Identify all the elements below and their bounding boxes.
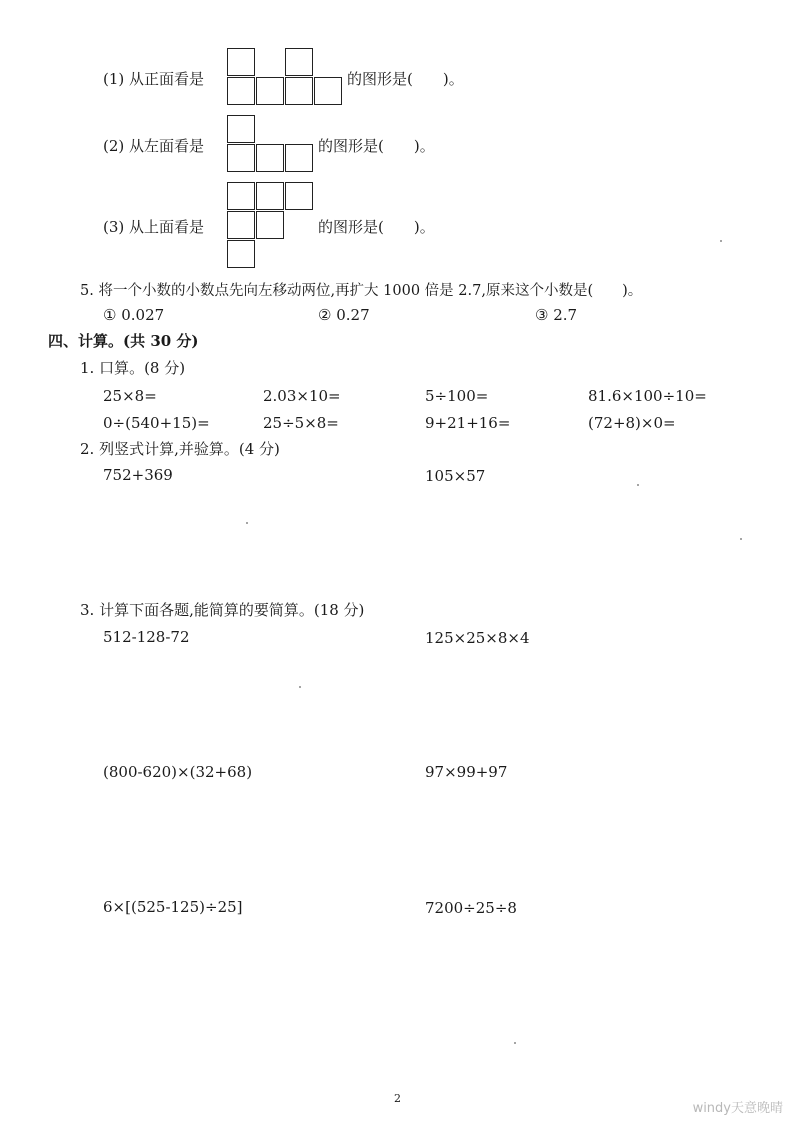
simplify-calc-item: (800-620)×(32+68) [103,763,253,781]
q5-option-1: ① 0.027 [103,306,165,324]
simplify-calc-item: 125×25×8×4 [425,629,530,647]
scan-speck [740,538,742,540]
oral-calc-item: 81.6×100÷10= [588,387,707,405]
scan-speck [720,240,722,242]
q5-option-2: ② 0.27 [318,306,370,324]
q5-option-3: ③ 2.7 [535,306,578,324]
view-top-suffix: 的图形是( )。 [318,218,435,236]
oral-calc-item: 5÷100= [425,387,489,405]
simplify-calc-item: 512-128-72 [103,628,190,646]
q5-question: 5. 将一个小数的小数点先向左移动两位,再扩大 1000 倍是 2.7,原来这个小数是( )。 [80,283,643,299]
scan-speck [514,1042,516,1044]
oral-calc-item: 25×8= [103,387,157,405]
simplify-calc-item: 7200÷25÷8 [425,899,517,917]
part3-title: 3. 计算下面各题,能简算的要简算。(18 分) [80,601,365,619]
oral-calc-item: 9+21+16= [425,414,511,432]
vertical-calc-item: 105×57 [425,467,486,485]
oral-calc-item: 0÷(540+15)= [103,414,210,432]
view-front-suffix: 的图形是( )。 [347,70,464,88]
part1-title: 1. 口算。(8 分) [80,359,186,377]
view-left-label: (2) 从左面看是 [103,137,205,155]
vertical-calc-item: 752+369 [103,466,173,484]
section-title: 四、计算。(共 30 分) [48,332,199,350]
watermark: windy天意晚晴 [692,1101,783,1116]
scan-speck [299,686,301,688]
view-left-suffix: 的图形是( )。 [318,137,435,155]
simplify-calc-item: 97×99+97 [425,763,508,781]
oral-calc-item: (72+8)×0= [588,414,676,432]
page-number: 2 [394,1092,401,1105]
view-top-label: (3) 从上面看是 [103,218,205,236]
part2-title: 2. 列竖式计算,并验算。(4 分) [80,440,280,458]
oral-calc-item: 25÷5×8= [263,414,339,432]
scan-speck [637,484,639,486]
view-front-label: (1) 从正面看是 [103,70,205,88]
oral-calc-item: 2.03×10= [263,387,341,405]
simplify-calc-item: 6×[(525-125)÷25] [103,898,243,916]
scan-speck [246,522,248,524]
